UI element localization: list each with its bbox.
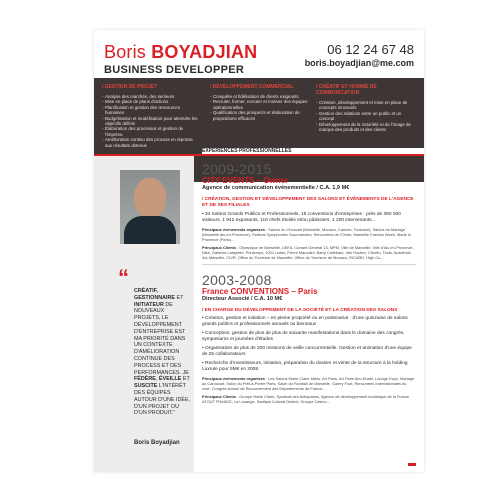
quote-keyword: ÉVEILLE [158,376,183,383]
quote-text: , [155,376,159,383]
resume-page [94,30,424,472]
skill-item: - Développement de la notoriété et de l'image de marque des produits et des clients [316,122,414,133]
skills-column-title: / CRÉATIF ET HOMME DE COMMUNICATION [316,84,377,96]
experience-bullet: • Conception, gestion de plus de plus de soixante manifestations dans le domaine des congrès, symposiums et journées d'études [202,331,405,343]
experience-section-title: / CRÉATION, GESTION ET DÉVELOPPEMENT DES SALONS ET ÉVÉNEMENTS DE L'AGENCE ET DE SES FILIALES [202,197,414,208]
skill-item: - Analyse des marchés, des secteurs [102,94,200,99]
profile-quote [134,288,192,417]
photo-body [124,216,176,244]
skill-item: - Planification et gestion des ressources humaines [102,105,200,116]
section-label: EXPÉRIENCES PROFESSIONNELLES [202,148,292,154]
skills-column-commercial [210,84,308,121]
page-marker [408,463,416,466]
profile-column [94,156,194,472]
experience-note: Principaux événements organisés : Salons du Chocolat (Marseille, Monaco, Cannes, Toulouse), Salons du Mariage (Marseille Aix-en-Provence), Festival Symphonies Gourmandes, Rencontres de l'Orme, Marseille Fashion Week, Made in Provence (Paris)... [202,226,411,242]
skills-column-project [102,84,200,148]
quote-mark-icon: “ [118,265,129,290]
note-text: Olympique de Marseille, UEFA, Conseil Général 13, MPM, Ville de Marseille, Ville d'Aix-en-Provence, Nike, Galeries Lafayette, Printemps, 1001 Listes, Pierre Marcolini, Barry Callebaut, Van Houten, Citroën, Tesla, Académie Aix-Marseille, CIVR, Office du Tourisme de Marseille, Office du Tourisme de Monaco, RICARD, High Co... [202,244,414,260]
experience-note: Principaux Clients : Groupe Marie Claire, Syndicat des Antiquaires, Agence de développement touristique de la France ATOUT FRANCE, La Louange, Saatiyat Cultural District, Groupe Casino... [202,394,409,405]
experience-subtitle: Directeur Associé / C.A. 10 M€ [202,295,283,302]
experience-section-title: / EN CHARGE DU DÉVELOPPEMENT DE LA SOCIÉTÉ ET LA CRÉATION DES SALONS [202,307,398,313]
quote-text: DE NOUVEAUX PROJETS, LE DÉVELOPPEMENT D'ENTREPRISE EST MA PRIORITÉ DANS UN CONTEXTE D'AMÉLIORATION CONTINUE DES PROCESS ET DES PERFORMANCES. JE [134,301,189,376]
quote-text: ET [182,376,190,383]
experience-bullet: • Organisation de plus de 200 missions de veille concurrentielle. Gestion et animation d'une équipe de 25 collaborateurs [202,346,412,358]
job-title: BUSINESS DEVELOPPER [104,64,245,76]
experience-company: France CONVENTIONS – Paris [202,286,318,296]
skill-item: - Conquête et fidélisation de clients exigeants [210,94,308,99]
skill-item: - Mise en place de plans d'actions [102,99,200,104]
skill-item: - Recruter, former, recruter et motiver des équipes opérationnelles [210,99,308,110]
note-label: Principaux Clients [202,244,236,250]
experience-note: Principaux événements organisés : Les Salons Marie Claire Idées, Art Paris, Art Paris Abu Dhabi, Lounge Expo, Mariage au Carrousel, Salon du Prêt-à-Porter Paris, Salon du Football de Marseille, Galery Foot, Rencontres Internationales du rosé, Congrès annuel de Recouvrement des Départements de France... [202,376,415,392]
note-text: Les Salons Marie Claire Idées, Art Paris, Art Paris Abu Dhabi, Lounge Expo, Mariage au Carrousel, Salon du Prêt-à-Porter Paris, Salon du Football de Marseille, Galery Foot, Rencontres Internationales du rosé, Congrès annuel de Recouvrement des Départements de France... [202,376,415,392]
quote-keyword: SUSCITE [134,383,159,390]
experience-subtitle: Agence de communication événementielle / C.A. 1,9 M€ [202,185,350,191]
experience-note: Principaux Clients : Olympique de Marseille, UEFA, Conseil Général 13, MPM, Ville de Marseille, Ville d'Aix-en-Provence, Nike, Galeries Lafayette, Printemps, 1001 Listes, Pierre Marcolini, Barry Callebaut, Van Houten, Citroën, Tesla, Académie Aix-Marseille, CIVR, Office du Tourisme de Marseille, Office du Tourisme de Monaco, RICARD, High Co... [202,244,414,260]
experience-years: 2003-2008 [202,271,272,288]
experience-entry [202,273,416,405]
experience-column [202,162,416,404]
note-text: Groupe Marie Claire, Syndicat des Antiquaires, Agence de développement touristique de la France ATOUT FRANCE, La Louange, Saatiyat Cultural District, Groupe Casino... [202,394,409,405]
experience-company: CITY EVENTS – Owner [202,176,289,185]
experience-bullet: • 34 Salons Grands Publics et Professionnels, 15 conventions d'entreprises · près de 380 000 visiteurs, 1 942 exposants, 110 chefs étoilés et/ou pâtissiers, 1 200 intervenants... [202,211,401,223]
email-address: boris.boyadjian@me.com [304,58,414,68]
photo-head [134,178,166,218]
experience-entry [202,162,416,265]
quote-text: ET [176,294,184,301]
quote-keyword: INITIATEUR [134,301,166,308]
note-label: Principaux événements organisés [202,376,265,382]
note-text: Salons du Chocolat (Marseille, Monaco, Cannes, Toulouse), Salons du Mariage (Marseille Aix-en-Provence), Festival Symphonies Gourmandes, Rencontres de l'Orme, Marseille Fashion Week, Made in Provence (Paris)... [202,226,411,242]
skill-item: - Élaboration des processus et gestion de l'imprévu [102,126,200,137]
candidate-name [104,42,257,63]
phone-number: 06 12 24 67 48 [327,42,414,57]
signature: Boris Boyadjian [134,440,180,446]
skill-item: - Gestion des relations entre un public et un concept [316,111,414,122]
skills-column-creative [316,84,414,132]
first-name: Boris [104,42,147,62]
note-label: Principaux Clients [202,394,236,400]
quote-keyword: CRÉATIF, GESTIONNAIRE [134,288,177,301]
experience-bullet: • Recherche d'investisseurs, initiation, préparation du dossier et vente de la structure à la holding Luxrule pour 5M€ en 2008. [202,361,408,373]
last-name: BOYADJIAN [151,42,258,62]
note-label: Principaux événements organisés [202,226,265,232]
skills-column-title: / GESTION DE PROJET [102,84,158,90]
experience-bullet: • Création, gestion et initiation – en pleine propriété ou en partenariat · d'une quinzaine de salons grands publics et professionnels annuels ou biennaux [202,316,408,328]
profile-photo [120,170,180,244]
skill-item: - Budgétisation et modélisation pour atteindre les objectifs définis [102,116,200,127]
experience-years: 2009-2015 [202,161,272,177]
quote-keyword: FÉDÈRE [134,376,156,383]
skill-item: - Amélioration continu des process en réponse aux résultats obtenus [102,137,200,148]
skill-item: - Création, développement et mise en place de concepts innovants [316,100,414,111]
quote-text: L'INTÉRÊT DES ÉQUIPES AUTOUR D'UNE IDÉE, D'UN PROJET OU D'UN PRODUIT.” [134,383,191,417]
skills-column-title: / DÉVELOPPEMENT COMMERCIAL [210,84,294,90]
skill-item: - Qualification des prospects et élaboration de propositions efficaces [210,110,308,121]
